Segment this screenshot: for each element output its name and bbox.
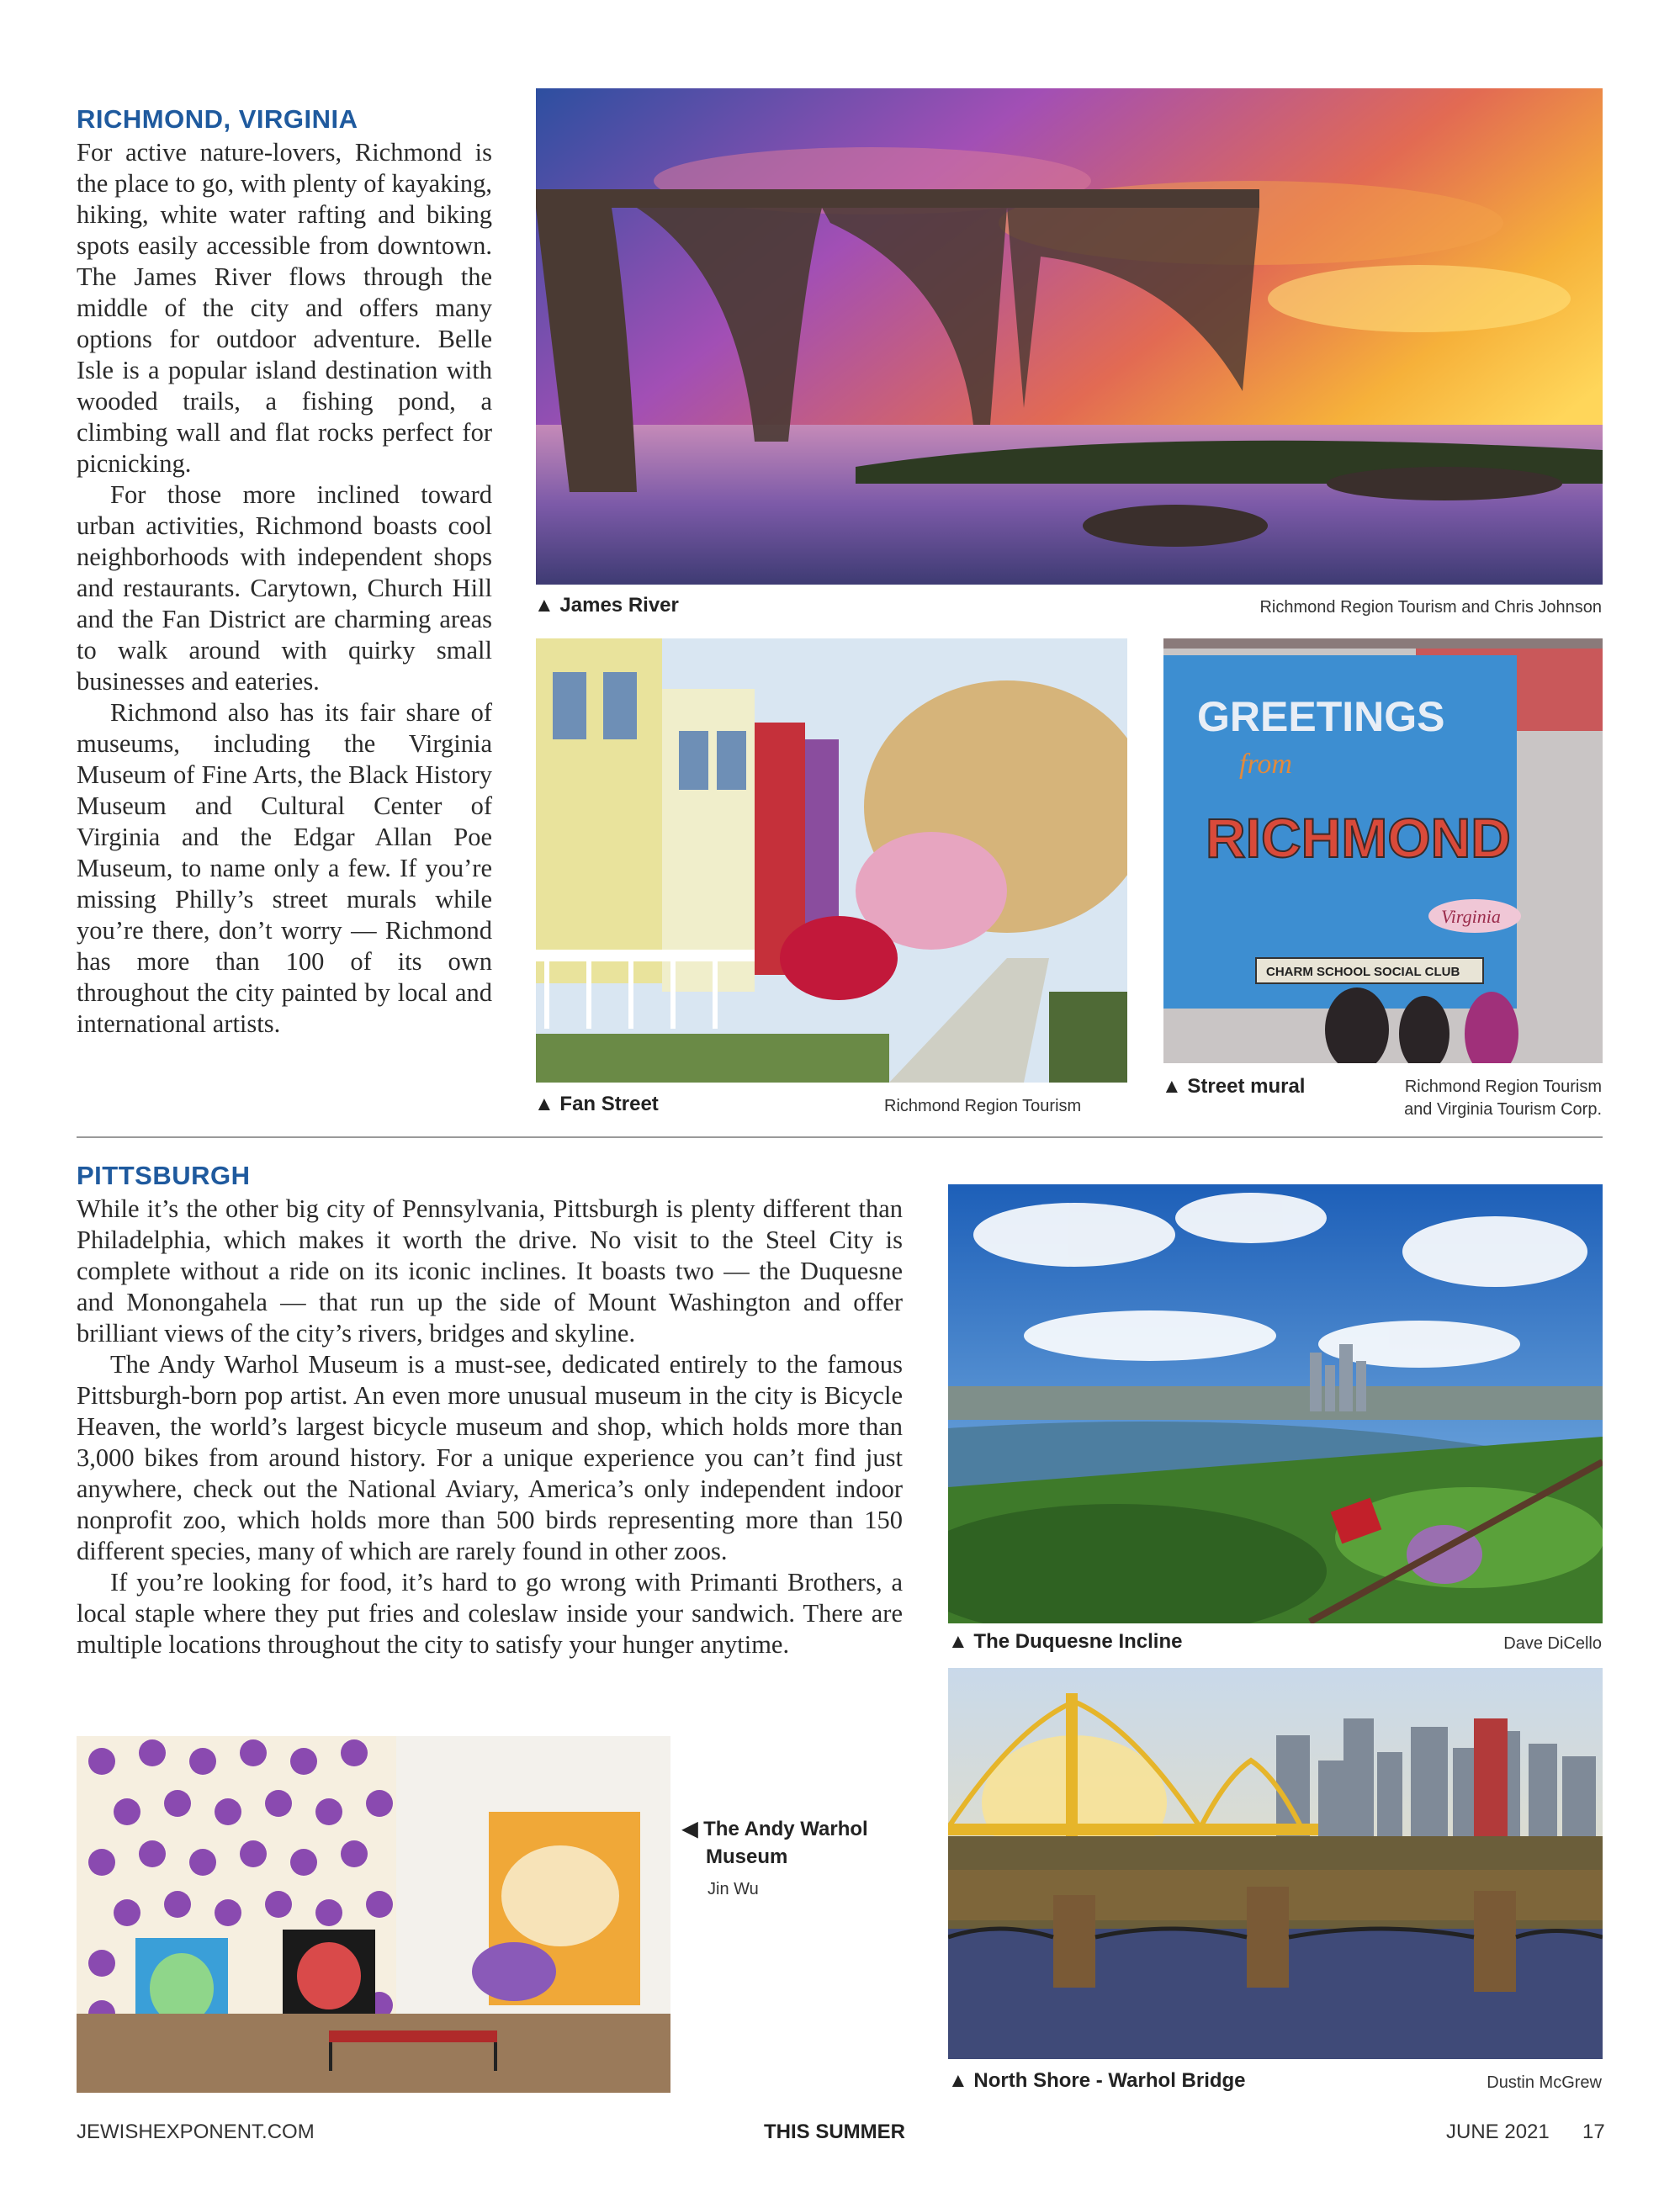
richmond-paragraph-3: Richmond also has its fair share of museums, including the Virginia Museum of Fine Arts, the Black History Museum and Cultural Center of Virginia and the Edgar Allan Poe Museum, to name only a few. If you’re missing Philly’s street murals while you’re there, don’t worry — Richmond has more than 100 of its own throughout the city painted by local and international artists. — [77, 698, 492, 1038]
pittsburgh-paragraph-1: While it’s the other big city of Pennsylvania, Pittsburgh is plenty different than Philadelphia, which makes it worth the drive. No visit to the Steel City is complete without a ride on its iconic inclines. It boasts two — the Duquesne and Monongahela — that run up the side of Mount Washington and offer brilliant views of the city’s rivers, bridges and skyline. — [77, 1194, 903, 1347]
andy-warhol-museum-photo — [77, 1736, 670, 2093]
james-river-photo — [536, 88, 1603, 585]
mural-greetings-text: GREETINGS — [1197, 693, 1445, 740]
james-river-caption: ▲ James River — [534, 594, 679, 617]
mural-sign-text: CHARM SCHOOL SOCIAL CLUB — [1266, 965, 1460, 979]
andy-warhol-museum-caption-line-1: ◀ The Andy Warhol — [682, 1818, 868, 1840]
duquesne-incline-caption: ▲ The Duquesne Incline — [948, 1630, 1183, 1653]
pittsburgh-body — [77, 1194, 903, 1660]
footer-site: JEWISHEXPONENT.COM — [77, 2121, 315, 2143]
duquesne-incline-credit: Dave DiCello — [1503, 1634, 1602, 1653]
andy-warhol-museum-credit: Jin Wu — [708, 1880, 759, 1898]
street-mural-photo — [1163, 638, 1603, 1063]
mural-from-text: from — [1239, 749, 1292, 780]
street-mural-caption: ▲ Street mural — [1162, 1075, 1306, 1098]
warhol-bridge-credit: Dustin McGrew — [1487, 2073, 1602, 2092]
richmond-heading: RICHMOND, VIRGINIA — [77, 104, 358, 134]
section-divider — [77, 1136, 1603, 1138]
pittsburgh-paragraph-3: If you’re looking for food, it’s hard to go wrong with Primanti Brothers, a local staple where they put fries and coleslaw inside your sandwich. There are multiple locations throughout the city to satisfy your hunger anytime. — [77, 1568, 903, 1659]
mural-city-text: RICHMOND — [1206, 807, 1511, 869]
footer-date: JUNE 2021 — [1446, 2121, 1550, 2143]
street-mural-credit-line-2: and Virginia Tourism Corp. — [1404, 1100, 1602, 1119]
footer-section: THIS SUMMER — [764, 2121, 905, 2143]
footer-page-number: 17 — [1582, 2121, 1605, 2143]
fan-street-caption: ▲ Fan Street — [534, 1093, 659, 1115]
fan-street-photo — [536, 638, 1127, 1083]
pittsburgh-heading: PITTSBURGH — [77, 1161, 251, 1190]
richmond-paragraph-1: For active nature-lovers, Richmond is the place to go, with plenty of kayaking, hiking, white water rafting and biking spots easily accessible from downtown. The James River flows through the middle of the city and offers many options for outdoor adventure. Belle Isle is a popular island destination with wooded trails, a fishing pond, a climbing wall and flat rocks perfect for picnicking. — [77, 138, 492, 478]
pittsburgh-paragraph-2: The Andy Warhol Museum is a must-see, dedicated entirely to the famous Pittsburgh-born pop artist. An even more unusual museum in the city is Bicycle Heaven, the world’s largest bicycle museum and shop, which holds more than 3,000 bikes from around history. For a unique experience you can’t find just anywhere, check out the National Aviary, America’s only independent indoor nonprofit zoo, which holds more than 500 birds representing more than 150 different species, many of which are rarely found in other zoos. — [77, 1350, 903, 1565]
richmond-paragraph-2: For those more inclined toward urban activities, Richmond boasts cool neighborhoods with independent shops and restaurants. Carytown, Church Hill and the Fan District are charming areas to walk around with quirky small businesses and eateries. — [77, 480, 492, 696]
warhol-bridge-caption: ▲ North Shore - Warhol Bridge — [948, 2069, 1246, 2092]
warhol-bridge-photo — [948, 1668, 1603, 2059]
james-river-credit: Richmond Region Tourism and Chris Johnson — [1259, 598, 1602, 617]
duquesne-incline-photo — [948, 1184, 1603, 1623]
richmond-body — [77, 137, 492, 1040]
mural-state-text: Virginia — [1441, 906, 1501, 927]
andy-warhol-museum-caption-line-2: Museum — [706, 1845, 788, 1868]
street-mural-credit-line-1: Richmond Region Tourism — [1404, 1077, 1602, 1096]
fan-street-credit: Richmond Region Tourism — [884, 1097, 1082, 1115]
